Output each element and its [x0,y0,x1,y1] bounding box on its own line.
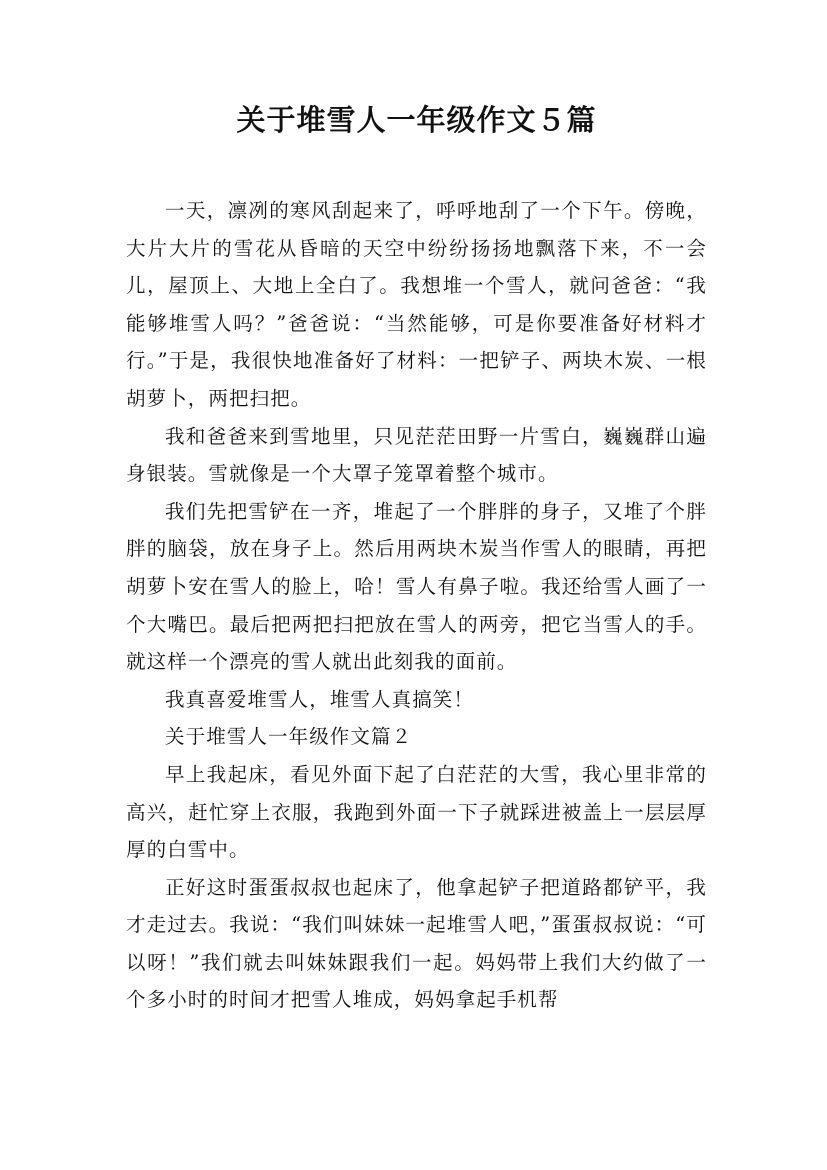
paragraph: 一天，凛冽的寒风刮起来了，呼呼地刮了一个下午。傍晚，大片大片的雪花从昏暗的天空中纷纷扬扬地飘落下来，不一会儿，屋顶上、大地上全白了。我想堆一个雪人，就问爸爸：“我能够堆雪人吗？”爸爸说：“当然能够，可是你要准备好材料才行。”于是，我很快地准备好了材料：一把铲子、两块木炭、一根胡萝卜，两把扫把。 [126,199,707,410]
paragraph: 我真喜爱堆雪人，堆雪人真搞笑！ [165,687,475,711]
paragraph: 我和爸爸来到雪地里，只见茫茫田野一片雪白，巍巍群山遍身银装。雪就像是一个大罩子笼罩着整个城市。 [126,424,707,486]
section-heading: 关于堆雪人一年级作文篇２ [165,725,413,749]
document-title: 关于堆雪人一年级作文５篇 [236,103,597,137]
paragraph: 早上我起床，看见外面下起了白茫茫的大雪，我心里非常的高兴，赶忙穿上衣服，我跑到外面一下子就踩进被盖上一层层厚厚的白雪中。 [126,762,707,862]
paragraph: 正好这时蛋蛋叔叔也起床了，他拿起铲子把道路都铲平，我才走过去。我说：“我们叫妹妹一起堆雪人吧，”蛋蛋叔叔说：“可以呀！”我们就去叫妹妹跟我们一起。妈妈带上我们大约做了一个多小时的时间才把雪人堆成，妈妈拿起手机帮 [126,875,707,1012]
document-body [126,192,707,1019]
paragraph: 我们先把雪铲在一齐，堆起了一个胖胖的身子，又堆了个胖胖的脑袋，放在身子上。然后用两块木炭当作雪人的眼睛，再把胡萝卜安在雪人的脸上，哈！雪人有鼻子啦。我还给雪人画了一个大嘴巴。最后把两把扫把放在雪人的两旁，把它当雪人的手。就这样一个漂亮的雪人就出此刻我的面前。 [126,499,707,674]
